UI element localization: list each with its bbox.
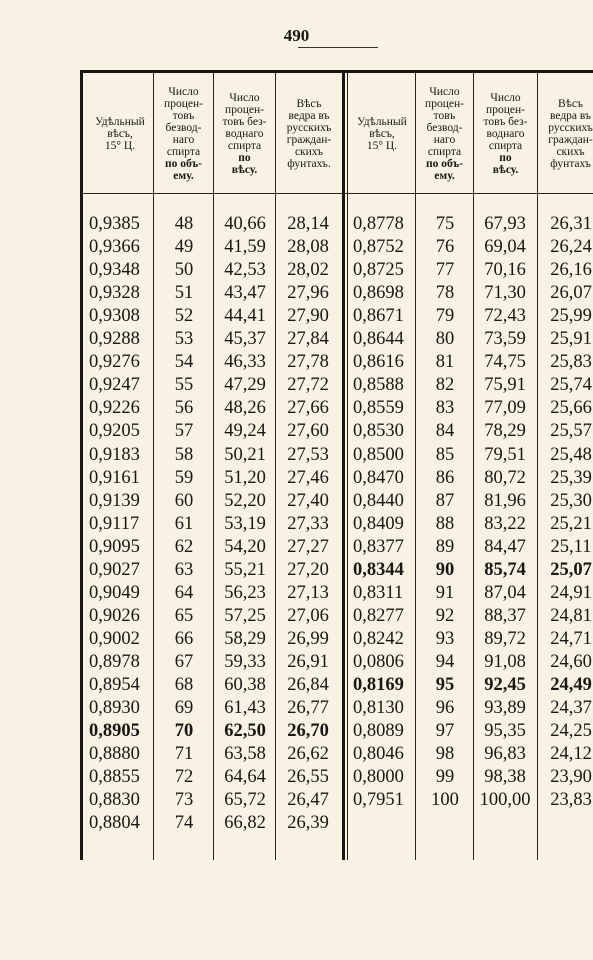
column-header-text: Удѣльный вѣсъ, 15° Ц. bbox=[357, 116, 407, 152]
table-cell: 49,24 bbox=[224, 421, 266, 442]
table-cell: 82 bbox=[435, 375, 455, 396]
table-cell: 26,91 bbox=[287, 651, 329, 672]
table-cell: 27,06 bbox=[287, 605, 329, 626]
table-cell: 25,57 bbox=[550, 421, 592, 442]
table-cell: 0,9205 bbox=[89, 421, 140, 442]
table-cell: 24,37 bbox=[550, 698, 592, 719]
table-cell: 26,84 bbox=[287, 675, 329, 695]
specific-gravity-table bbox=[80, 70, 593, 860]
table-cell: 26,62 bbox=[287, 744, 329, 765]
table-cell: 25,99 bbox=[550, 306, 592, 327]
table-cell: 83,22 bbox=[484, 513, 526, 534]
table-cell: 60 bbox=[174, 490, 194, 511]
table-cell: 26,77 bbox=[287, 698, 329, 719]
table-cell: 93,89 bbox=[484, 698, 526, 719]
table-row-right bbox=[83, 397, 593, 420]
table-cell: 0,8470 bbox=[353, 467, 404, 488]
table-cell: 98 bbox=[435, 744, 455, 765]
table-cell: 25,21 bbox=[550, 513, 592, 534]
column-header-text: Вѣсъ ведра въ русскихъ граждан- скихъ фунтахъ. bbox=[286, 98, 332, 170]
table-cell: 40,66 bbox=[224, 214, 266, 234]
table-cell: 24,91 bbox=[550, 582, 592, 603]
table-cell: 72 bbox=[174, 767, 194, 788]
column-header-text: Число процен- товъ без- воднаго спирта bbox=[483, 92, 528, 152]
table-cell: 26,07 bbox=[550, 283, 592, 304]
table-cell: 76 bbox=[435, 237, 455, 258]
table-cell: 26,55 bbox=[287, 767, 329, 788]
table-cell: 0,8588 bbox=[353, 375, 404, 396]
table-cell: 0,9183 bbox=[89, 444, 140, 465]
table-cell: 90 bbox=[435, 559, 455, 580]
column-header-left-4 bbox=[276, 77, 342, 191]
table-cell: 53 bbox=[174, 329, 194, 350]
table-row-right bbox=[83, 743, 593, 766]
table-cell: 49 bbox=[174, 237, 194, 258]
table-cell: 88,37 bbox=[484, 605, 526, 626]
table-cell: 96,83 bbox=[484, 744, 526, 765]
table-cell: 98,38 bbox=[484, 767, 526, 788]
table-cell: 0,8440 bbox=[353, 490, 404, 511]
column-header-emphasis: по вѣсу. bbox=[492, 152, 519, 176]
table-cell: 23,90 bbox=[550, 767, 592, 788]
table-cell: 57,25 bbox=[224, 605, 266, 626]
table-row-right bbox=[83, 674, 593, 697]
table-row-right bbox=[83, 236, 593, 259]
column-header-right-3 bbox=[474, 77, 537, 191]
table-row-right bbox=[83, 444, 593, 467]
page-number-rule bbox=[298, 47, 378, 48]
table-cell: 24,60 bbox=[550, 651, 592, 672]
table-cell: 0,8855 bbox=[89, 767, 140, 788]
table-cell: 27,20 bbox=[287, 559, 329, 580]
column-header-text: Число процен- товъ без- воднаго спирта bbox=[222, 92, 267, 152]
table-row-right bbox=[83, 628, 593, 651]
table-cell: 28,14 bbox=[287, 214, 329, 234]
table-cell: 27,90 bbox=[287, 306, 329, 327]
table-cell: 95,35 bbox=[484, 721, 526, 742]
column-header-right-1 bbox=[349, 77, 415, 191]
table-cell: 0,7951 bbox=[353, 790, 404, 811]
table-cell: 78 bbox=[435, 283, 455, 304]
table-cell: 25,83 bbox=[550, 352, 592, 373]
table-cell: 50 bbox=[174, 260, 194, 281]
table-cell: 0,8752 bbox=[353, 237, 404, 258]
table-cell: 83 bbox=[435, 398, 455, 419]
table-cell: 0,8409 bbox=[353, 513, 404, 534]
table-cell: 91,08 bbox=[484, 651, 526, 672]
table-cell: 81,96 bbox=[484, 490, 526, 511]
table-cell: 27,84 bbox=[287, 329, 329, 350]
table-cell: 0,8880 bbox=[89, 744, 140, 765]
table-cell: 27,66 bbox=[287, 398, 329, 419]
page-number: 490 bbox=[283, 26, 310, 45]
table-cell: 46,33 bbox=[224, 352, 266, 373]
table-cell: 25,07 bbox=[550, 559, 592, 580]
table-cell: 27,72 bbox=[287, 375, 329, 396]
table-cell: 92 bbox=[435, 605, 455, 626]
table-cell: 0,8046 bbox=[353, 744, 404, 765]
table-cell: 26,47 bbox=[287, 790, 329, 811]
table-cell: 0,8000 bbox=[353, 767, 404, 788]
table-cell: 79,51 bbox=[484, 444, 526, 465]
table-cell: 27,96 bbox=[287, 283, 329, 304]
table-row-right bbox=[83, 720, 593, 743]
table-cell: 48 bbox=[174, 214, 194, 234]
table-cell: 52 bbox=[174, 306, 194, 327]
column-header-left-1 bbox=[87, 77, 153, 191]
table-cell: 74,75 bbox=[484, 352, 526, 373]
table-cell: 27,33 bbox=[287, 513, 329, 534]
table-cell: 61 bbox=[174, 513, 194, 534]
table-cell: 99 bbox=[435, 767, 455, 788]
table-cell: 69,04 bbox=[484, 237, 526, 258]
table-cell: 87 bbox=[435, 490, 455, 511]
table-cell: 24,12 bbox=[550, 744, 592, 765]
table-cell: 77,09 bbox=[484, 398, 526, 419]
table-row-right bbox=[83, 651, 593, 674]
table-cell: 60,38 bbox=[224, 675, 266, 695]
table-cell: 84,47 bbox=[484, 536, 526, 557]
table-cell: 59 bbox=[174, 467, 194, 488]
table-cell: 66 bbox=[174, 628, 194, 649]
column-header-left-3 bbox=[214, 77, 275, 191]
table-cell: 67 bbox=[174, 651, 194, 672]
table-cell: 55,21 bbox=[224, 559, 266, 580]
table-cell: 93 bbox=[435, 628, 455, 649]
table-cell: 54 bbox=[174, 352, 194, 373]
column-header-text: Число процен- товъ безвод- наго спирта bbox=[425, 86, 464, 158]
column-header-right-2 bbox=[416, 77, 473, 191]
table-cell: 0,8530 bbox=[353, 421, 404, 442]
table-cell: 72,43 bbox=[484, 306, 526, 327]
table-cell: 62,50 bbox=[224, 721, 266, 742]
table-row-right bbox=[83, 513, 593, 536]
table-cell: 0,9002 bbox=[89, 628, 140, 649]
table-cell: 0,8311 bbox=[353, 582, 404, 603]
table-row-right bbox=[83, 213, 593, 236]
table-cell: 0,8344 bbox=[353, 559, 404, 580]
table-cell: 58,29 bbox=[224, 628, 266, 649]
column-header-text: Удѣльный вѣсъ, 15° Ц. bbox=[95, 116, 145, 152]
table-cell: 56 bbox=[174, 398, 194, 419]
table-cell: 0,9027 bbox=[89, 559, 140, 580]
table-row-right bbox=[83, 490, 593, 513]
table-row-right bbox=[83, 374, 593, 397]
table-cell: 0,8778 bbox=[353, 214, 404, 234]
table-row-right bbox=[83, 697, 593, 720]
table-row-right bbox=[83, 282, 593, 305]
column-header-emphasis: по объ- ему. bbox=[165, 158, 202, 182]
table-cell: 65 bbox=[174, 605, 194, 626]
table-cell: 27,46 bbox=[287, 467, 329, 488]
table-cell: 63,58 bbox=[224, 744, 266, 765]
table-cell: 56,23 bbox=[224, 582, 266, 603]
table-cell: 47,29 bbox=[224, 375, 266, 396]
table-cell: 44,41 bbox=[224, 306, 266, 327]
table-cell: 26,16 bbox=[550, 260, 592, 281]
table-cell: 0,8954 bbox=[89, 675, 140, 695]
table-cell: 0,8089 bbox=[353, 721, 404, 742]
table-cell: 0,8905 bbox=[89, 721, 140, 742]
table-cell: 91 bbox=[435, 582, 455, 603]
table-cell: 64,64 bbox=[224, 767, 266, 788]
table-cell: 74 bbox=[174, 813, 194, 834]
table-cell: 25,48 bbox=[550, 444, 592, 465]
table-cell: 51 bbox=[174, 283, 194, 304]
table-cell: 27,40 bbox=[287, 490, 329, 511]
table-cell: 48,26 bbox=[224, 398, 266, 419]
table-cell: 95 bbox=[435, 675, 455, 695]
table-cell: 87,04 bbox=[484, 582, 526, 603]
table-cell: 55 bbox=[174, 375, 194, 396]
table-cell: 0,9247 bbox=[89, 375, 140, 396]
table-cell: 0,8169 bbox=[353, 675, 404, 695]
table-cell: 24,25 bbox=[550, 721, 592, 742]
table-cell: 89 bbox=[435, 536, 455, 557]
table-cell: 0,8930 bbox=[89, 698, 140, 719]
table-cell: 59,33 bbox=[224, 651, 266, 672]
table-cell: 28,02 bbox=[287, 260, 329, 281]
table-cell: 54,20 bbox=[224, 536, 266, 557]
table-cell: 100 bbox=[431, 790, 459, 811]
table-cell: 58 bbox=[174, 444, 194, 465]
table-row-right bbox=[83, 328, 593, 351]
table-cell: 25,39 bbox=[550, 467, 592, 488]
table-cell: 70 bbox=[174, 721, 194, 742]
table-cell: 73,59 bbox=[484, 329, 526, 350]
table-cell: 24,49 bbox=[550, 675, 592, 695]
table-cell: 62 bbox=[174, 536, 194, 557]
table-cell: 27,13 bbox=[287, 582, 329, 603]
table-cell: 0,8377 bbox=[353, 536, 404, 557]
table-cell: 0,8830 bbox=[89, 790, 140, 811]
table-cell: 0,9328 bbox=[89, 283, 140, 304]
table-cell: 0,8671 bbox=[353, 306, 404, 327]
table-cell: 80,72 bbox=[484, 467, 526, 488]
table-cell: 81 bbox=[435, 352, 455, 373]
table-cell: 27,60 bbox=[287, 421, 329, 442]
table-row-right bbox=[83, 582, 593, 605]
column-header-left-2 bbox=[154, 77, 213, 191]
table-cell: 71,30 bbox=[484, 283, 526, 304]
table-cell: 68 bbox=[174, 675, 194, 695]
header-rule bbox=[83, 193, 593, 194]
table-cell: 0,9288 bbox=[89, 329, 140, 350]
table-cell: 28,08 bbox=[287, 237, 329, 258]
table-row-right bbox=[83, 605, 593, 628]
table-cell: 53,19 bbox=[224, 513, 266, 534]
table-cell: 27,53 bbox=[287, 444, 329, 465]
table-cell: 26,31 bbox=[550, 214, 592, 234]
table-cell: 27,27 bbox=[287, 536, 329, 557]
table-cell: 23,83 bbox=[550, 790, 592, 811]
table-row-left bbox=[83, 812, 593, 835]
table-cell: 0,8978 bbox=[89, 651, 140, 672]
table-cell: 0,8500 bbox=[353, 444, 404, 465]
table-cell: 67,93 bbox=[484, 214, 526, 234]
table-cell: 75,91 bbox=[484, 375, 526, 396]
table-cell: 79 bbox=[435, 306, 455, 327]
table-cell: 0,9026 bbox=[89, 605, 140, 626]
table-cell: 0,9366 bbox=[89, 237, 140, 258]
table-cell: 0,8559 bbox=[353, 398, 404, 419]
table-cell: 0,8644 bbox=[353, 329, 404, 350]
table-row-right bbox=[83, 536, 593, 559]
table-cell: 45,37 bbox=[224, 329, 266, 350]
table-cell: 89,72 bbox=[484, 628, 526, 649]
table-cell: 24,81 bbox=[550, 605, 592, 626]
table-cell: 85,74 bbox=[484, 559, 526, 580]
table-cell: 64 bbox=[174, 582, 194, 603]
table-cell: 65,72 bbox=[224, 790, 266, 811]
table-cell: 92,45 bbox=[484, 675, 526, 695]
table-row-right bbox=[83, 559, 593, 582]
table-cell: 97 bbox=[435, 721, 455, 742]
table-cell: 0,9308 bbox=[89, 306, 140, 327]
table-cell: 61,43 bbox=[224, 698, 266, 719]
table-cell: 25,11 bbox=[550, 536, 592, 557]
table-cell: 78,29 bbox=[484, 421, 526, 442]
table-cell: 0,9161 bbox=[89, 467, 140, 488]
table-cell: 24,71 bbox=[550, 628, 592, 649]
table-cell: 0,8725 bbox=[353, 260, 404, 281]
column-header-emphasis: по объ- ему. bbox=[426, 158, 463, 182]
table-cell: 26,39 bbox=[287, 813, 329, 834]
table-cell: 88 bbox=[435, 513, 455, 534]
table-cell: 0,9226 bbox=[89, 398, 140, 419]
table-cell: 85 bbox=[435, 444, 455, 465]
table-cell: 0,8277 bbox=[353, 605, 404, 626]
table-cell: 94 bbox=[435, 651, 455, 672]
column-header-text: Вѣсъ ведра въ русскихъ граждан- скихъ фунтахъ bbox=[548, 98, 593, 170]
table-cell: 41,59 bbox=[224, 237, 266, 258]
table-cell: 0,9095 bbox=[89, 536, 140, 557]
table-cell: 63 bbox=[174, 559, 194, 580]
table-cell: 75 bbox=[435, 214, 455, 234]
table-cell: 0,9049 bbox=[89, 582, 140, 603]
table-cell: 84 bbox=[435, 421, 455, 442]
column-header-text: Число процен- товъ безвод- наго спирта bbox=[164, 86, 203, 158]
table-cell: 69 bbox=[174, 698, 194, 719]
table-cell: 73 bbox=[174, 790, 194, 811]
table-cell: 0,9348 bbox=[89, 260, 140, 281]
table-cell: 80 bbox=[435, 329, 455, 350]
table-cell: 71 bbox=[174, 744, 194, 765]
table-row-right bbox=[83, 766, 593, 789]
table-row-right bbox=[83, 420, 593, 443]
table-cell: 70,16 bbox=[484, 260, 526, 281]
table-cell: 50,21 bbox=[224, 444, 266, 465]
table-row-right bbox=[83, 351, 593, 374]
table-cell: 26,99 bbox=[287, 628, 329, 649]
table-cell: 0,8698 bbox=[353, 283, 404, 304]
table-cell: 0,0806 bbox=[353, 651, 404, 672]
table-cell: 51,20 bbox=[224, 467, 266, 488]
table-cell: 0,8130 bbox=[353, 698, 404, 719]
table-cell: 0,8616 bbox=[353, 352, 404, 373]
table-cell: 0,9139 bbox=[89, 490, 140, 511]
table-cell: 0,8804 bbox=[89, 813, 140, 834]
table-cell: 25,91 bbox=[550, 329, 592, 350]
table-cell: 96 bbox=[435, 698, 455, 719]
table-cell: 25,30 bbox=[550, 490, 592, 511]
table-row-right bbox=[83, 467, 593, 490]
column-header-right-4 bbox=[538, 77, 593, 191]
column-header-emphasis: по вѣсу. bbox=[231, 152, 258, 176]
table-cell: 26,24 bbox=[550, 237, 592, 258]
table-cell: 25,74 bbox=[550, 375, 592, 396]
table-cell: 86 bbox=[435, 467, 455, 488]
table-cell: 66,82 bbox=[224, 813, 266, 834]
table-row-right bbox=[83, 305, 593, 328]
table-cell: 57 bbox=[174, 421, 194, 442]
table-cell: 42,53 bbox=[224, 260, 266, 281]
table-cell: 43,47 bbox=[224, 283, 266, 304]
table-cell: 52,20 bbox=[224, 490, 266, 511]
table-cell: 0,9276 bbox=[89, 352, 140, 373]
table-cell: 26,70 bbox=[287, 721, 329, 742]
table-cell: 25,66 bbox=[550, 398, 592, 419]
table-row-right bbox=[83, 259, 593, 282]
table-cell: 0,9117 bbox=[89, 513, 140, 534]
table-cell: 0,9385 bbox=[89, 214, 140, 234]
table-row-right bbox=[83, 789, 593, 812]
table-cell: 77 bbox=[435, 260, 455, 281]
table-cell: 0,8242 bbox=[353, 628, 404, 649]
table-cell: 100,00 bbox=[479, 790, 531, 811]
table-cell: 27,78 bbox=[287, 352, 329, 373]
